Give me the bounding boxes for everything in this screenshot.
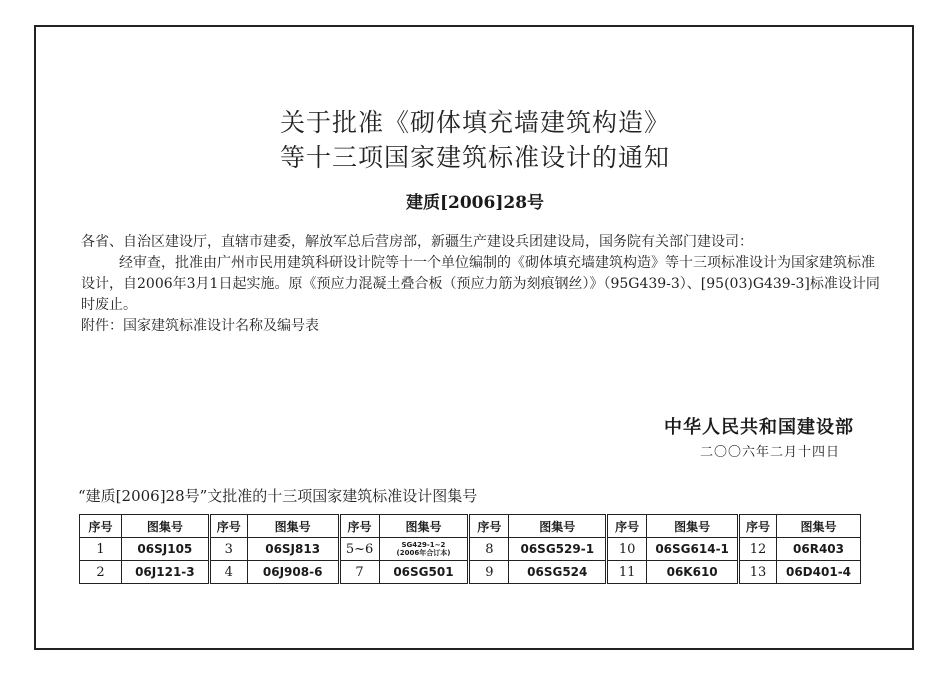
header-code: 图集号 (379, 515, 469, 538)
seq-cell: 1 (80, 538, 122, 561)
code-cell: 06SG529-1 (509, 538, 607, 561)
notice-body (81, 232, 881, 337)
code-cell: 06SG614-1 (647, 538, 739, 561)
seq-cell: 11 (607, 561, 647, 584)
header-seq: 序号 (607, 515, 647, 538)
header-code: 图集号 (247, 515, 339, 538)
table-title: “建质[2006]28号”文批准的十三项国家建筑标准设计图集号 (78, 487, 478, 505)
seq-cell: 13 (739, 561, 777, 584)
atlas-number-table (79, 514, 861, 584)
seq-cell: 9 (469, 561, 509, 584)
addressee-text: 各省、自治区建设厅，直辖市建委，解放军总后营房部，新疆生产建设兵团建设局，国务院有关部门建设司： (81, 234, 753, 250)
table-row (80, 538, 861, 561)
header-seq: 序号 (739, 515, 777, 538)
header-code: 图集号 (777, 515, 861, 538)
code-cell: 06SG501 (379, 561, 469, 584)
seq-cell: 12 (739, 538, 777, 561)
combined-code-line-1: SG429-1~2 (401, 541, 446, 549)
code-cell-combined (379, 538, 469, 561)
seq-cell: 5~6 (339, 538, 379, 561)
combined-code-line-2: (2006年合订本) (396, 549, 451, 557)
table-header-row (80, 515, 861, 538)
header-seq: 序号 (209, 515, 247, 538)
notice-title-line-1: 关于批准《砌体填充墙建筑构造》 (279, 108, 670, 137)
code-cell: 06R403 (777, 538, 861, 561)
document-number: 建质[2006]28号 (405, 193, 545, 213)
seq-cell: 7 (339, 561, 379, 584)
header-seq: 序号 (339, 515, 379, 538)
code-cell: 06SG524 (509, 561, 607, 584)
code-cell: 06K610 (647, 561, 739, 584)
header-seq: 序号 (80, 515, 122, 538)
seq-cell: 3 (209, 538, 247, 561)
header-seq: 序号 (469, 515, 509, 538)
seq-cell: 8 (469, 538, 509, 561)
table-row (80, 561, 861, 584)
issuing-authority: 中华人民共和国建设部 (664, 417, 854, 438)
code-cell: 06SJ813 (247, 538, 339, 561)
code-cell: 06D401-4 (777, 561, 861, 584)
notice-title-line-2: 等十三项国家建筑标准设计的通知 (279, 143, 670, 172)
seq-cell: 10 (607, 538, 647, 561)
header-code: 图集号 (647, 515, 739, 538)
code-cell: 06J121-3 (121, 561, 209, 584)
header-code: 图集号 (121, 515, 209, 538)
attachment-line: 附件：国家建筑标准设计名称及编号表 (81, 318, 319, 334)
approval-paragraph: 经审查，批准由广州市民用建筑科研设计院等十一个单位编制的《砌体填充墙建筑构造》等十三项标准设计为国家建筑标准设计，自2006年3月1日起实施。原《预应力混凝土叠合板（预应力筋为刻痕钢丝）》（95G439-3）、[95(03)G439-3]标准设计同时废止。 (81, 255, 880, 313)
code-cell: 06SJ105 (121, 538, 209, 561)
seq-cell: 2 (80, 561, 122, 584)
issue-date: 二〇〇六年二月十四日 (699, 445, 840, 460)
header-code: 图集号 (509, 515, 607, 538)
code-cell: 06J908-6 (247, 561, 339, 584)
seq-cell: 4 (209, 561, 247, 584)
